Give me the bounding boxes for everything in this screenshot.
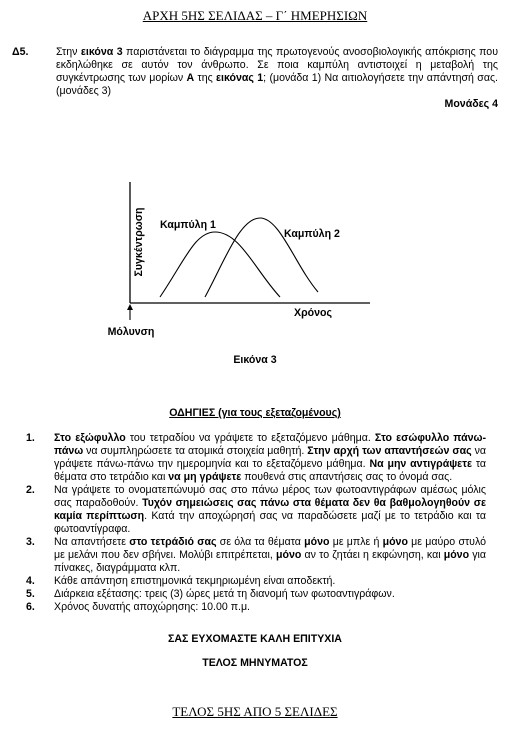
question-marks: Μονάδες 4 (444, 98, 498, 110)
instructions-list (26, 432, 486, 614)
question-d5 (12, 46, 498, 111)
instruction-item: 6. Χρόνος δυνατής αποχώρησης: 10.00 π.μ. (26, 601, 250, 613)
end-of-message: ΤΕΛΟΣ ΜΗΝΥΜΑΤΟΣ (202, 657, 308, 669)
figure-caption: Εικόνα 3 (233, 354, 277, 366)
instruction-item: 1. Στο εξώφυλλο του τετραδίου να γράψετε το εξεταζόμενο μάθημα. Στο εσώφυλλο πάνω-πάνω να συμπληρώσετε τα ατομικά στοιχεία μαθητή. Στην αρχή των απαντήσεών σας να γράψετε πάνω-πάνω την ημερομηνία και το εξεταζόμενο μάθημα. Να μην αντιγράψετε τα θέματα στο τετράδιο και να μη γράψετε πουθενά στις απαντήσεις σας το όνομά σας. (26, 432, 487, 483)
curve-1-label: Καμπύλη 1 (160, 219, 216, 231)
good-luck-message: ΣΑΣ ΕΥΧΟΜΑΣΤΕ ΚΑΛΗ ΕΠΙΤΥΧΙΑ (168, 633, 342, 645)
page-header: ΑΡΧΗ 5ΗΣ ΣΕΛΙΔΑΣ – Γ΄ ΗΜΕΡΗΣΙΩΝ (142, 8, 368, 23)
instruction-item: 3. Να απαντήσετε στο τετράδιό σας σε όλα τα θέματα μόνο με μπλε ή μόνο με μαύρο στυλό με μελάνι που δεν σβήνει. Μολύβι επιτρέπεται, μόνο αν το ζητάει η εκφώνηση, και μόνο για πίνακες, διαγράμματα κλπ. (26, 536, 487, 574)
figure-3-diagram (0, 140, 510, 350)
page-footer: ΤΕΛΟΣ 5ΗΣ ΑΠΟ 5 ΣΕΛΙΔΕΣ (172, 704, 338, 719)
question-text: Στην εικόνα 3 παριστάνεται το διάγραμμα της πρωτογενούς ανοσοβιολογικής απόκρισης που εκδηλώθηκε σε αυτόν τον άνθρωπο. Σε ποια καμπύλη αντιστοιχεί η μεταβολή της συγκέντρωσης των μορίων Α της εικόνας 1; (μονάδα 1) Να αιτιολογήσετε την απάντησή σας. (μονάδες 3) (56, 46, 498, 97)
question-number: Δ5. (12, 46, 29, 58)
infection-label: Μόλυνση (107, 326, 155, 338)
curve-1 (160, 232, 280, 297)
instruction-item: 4. Κάθε απάντηση επιστημονικά τεκμηριωμένη είναι αποδεκτή. (26, 575, 336, 587)
infection-arrowhead (127, 304, 133, 310)
curve-2-label: Καμπύλη 2 (284, 228, 340, 240)
instruction-item: 5. Διάρκεια εξέτασης: τρεις (3) ώρες μετά τη διανομή των φωτοαντιγράφων. (26, 588, 395, 600)
instructions-title: ΟΔΗΓΙΕΣ (για τους εξεταζομένους) (169, 407, 341, 419)
instruction-item: 2. Να γράψετε το ονοματεπώνυμό σας στο πάνω μέρος των φωτοαντιγράφων αμέσως μόλις σας παραδοθούν. Τυχόν σημειώσεις σας πάνω στα θέματα δεν θα βαθμολογηθούν σε καμία περίπτωση. Κατά την αποχώρησή σας να παραδώσετε μαζί με το τετράδιο και τα φωτοαντίγραφα. (26, 484, 486, 535)
x-axis-label: Χρόνος (294, 307, 332, 319)
y-axis-label: Συγκέντρωση (133, 207, 145, 277)
